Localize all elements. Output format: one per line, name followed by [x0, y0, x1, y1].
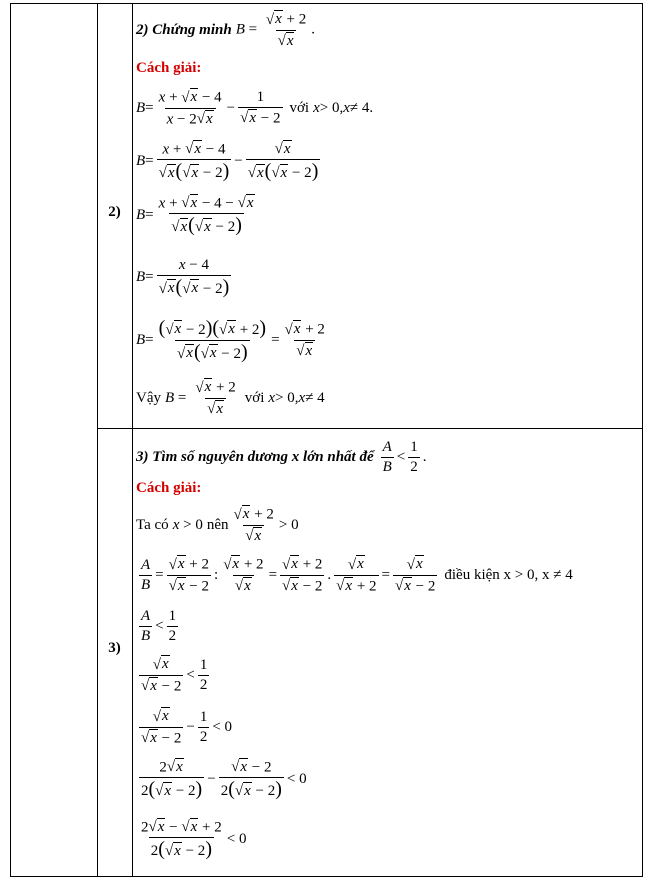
equation: $\frac{A}{B}$ = √ x + 2 √ x − 2 : √ x + 2 √ x = √ x + 2 √ x − 2 . √ x √ x + 2 = √ x √ x − 2 điều kiện x > 0, x ≠ 4	[141, 556, 573, 594]
row-number-3: 3)	[108, 640, 121, 656]
equation: $\frac{A}{B}$ < $\frac{1}{2}$	[141, 607, 177, 644]
equation: Ta có x > 0 nên √ x + 2 √ x > 0	[136, 506, 299, 544]
equation: B = ( √ x − 2)( √ x + 2) √ x ( √ x − 2) = √ x + 2 √ x	[136, 316, 325, 363]
equation: B = √ x + 2 √ x .	[235, 11, 315, 49]
equation: B = x + √ x − 4 √ x ( √ x − 2) − √ x √ x ( √ x − 2)	[136, 140, 319, 183]
column-divider	[97, 4, 98, 876]
row-number-2: 2)	[108, 204, 121, 220]
row-divider	[97, 428, 642, 429]
equation: B = x + √ x − 4 x − 2 √ x − 1 √ x − 2 với x > 0, x ≠ 4.	[136, 88, 374, 127]
equation: 2 √ x − √ x + 2 2( √ x − 2) < 0	[141, 818, 247, 861]
task-3-heading: 3) Tìm số nguyên dương x lớn nhất để $\frac{A}{B}$ < $\frac{1}{2}$ .	[136, 438, 427, 475]
column-divider	[132, 4, 133, 876]
solution-label: Cách giải:	[136, 60, 202, 76]
solution-label: Cách giải:	[136, 480, 202, 496]
conclusion: Vậy B = √ x + 2 √ x với x > 0, x ≠ 4	[136, 379, 325, 417]
equation: √ x √ x − 2 − $\frac{1}{2}$ < 0	[141, 708, 233, 746]
solution-table	[10, 3, 643, 877]
equation: B = x − 4 √ x ( √ x − 2)	[136, 256, 230, 298]
equation: 2 √ x 2( √ x − 2) − √ x − 2 2( √ x − 2) < 0	[141, 758, 307, 801]
task-2-heading: 2) Chứng minh B = √ x + 2 √ x .	[136, 11, 315, 49]
equation: √ x √ x − 2 < $\frac{1}{2}$	[141, 656, 208, 694]
equation: B = x + √ x − 4 − √ x √ x ( √ x − 2)	[136, 194, 254, 237]
